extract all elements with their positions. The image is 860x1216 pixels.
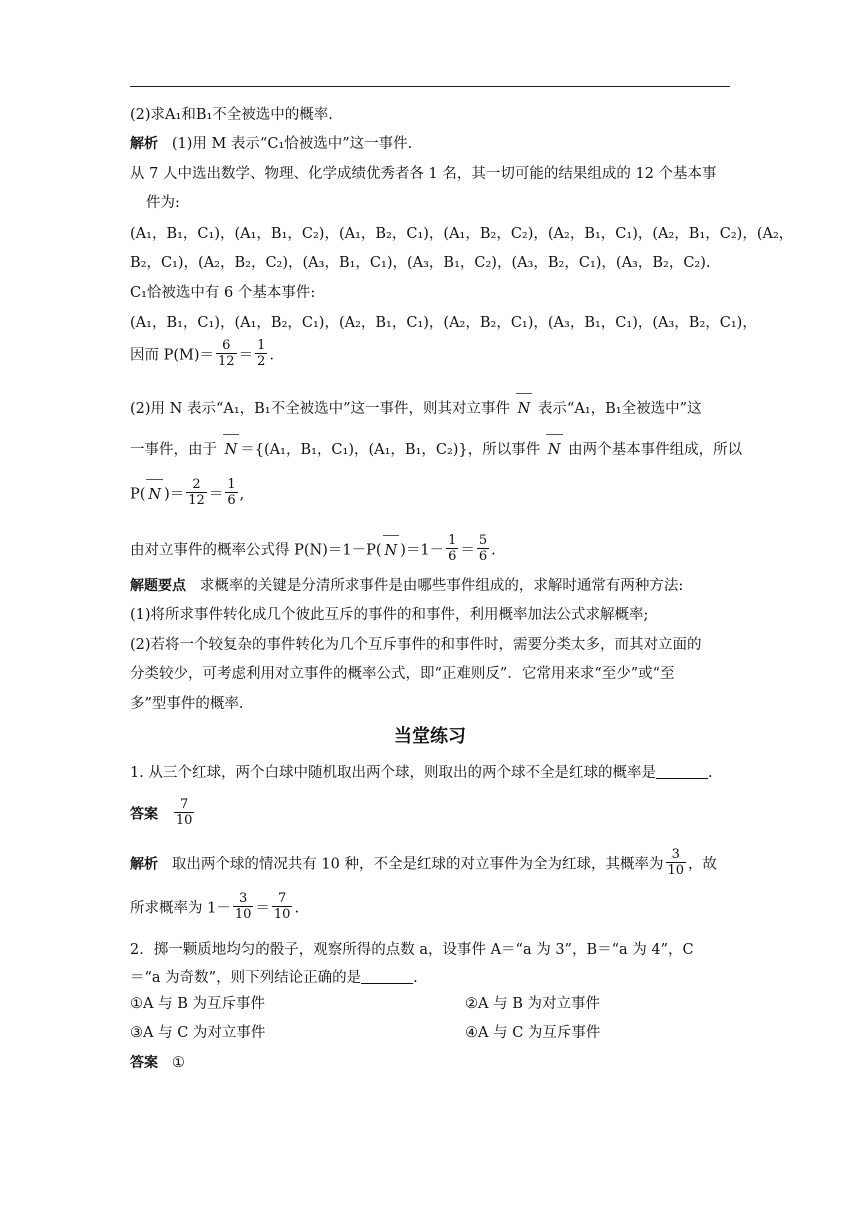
option-3: ③A 与 C 为对立事件 bbox=[130, 1025, 266, 1041]
fraction: $\frac{1}{6}$ bbox=[227, 477, 236, 508]
complement-n: N bbox=[515, 399, 534, 419]
fraction: $\frac{3}{10}$ bbox=[234, 891, 252, 922]
fraction: $\frac{3}{10}$ bbox=[667, 847, 685, 878]
fraction: $\frac{5}{6}$ bbox=[478, 533, 488, 564]
outcomes-line-3: (A₁，B₁，C₁)，(A₁，B₂，C₁)，(A₂，B₁，C₁)，(A₂，B₂，C₁)，(A₃，B₁，C₁)，(A₃，B₂，C₁)， bbox=[130, 315, 757, 331]
text-line: C₁恰被选中有 6 个基本事件: bbox=[130, 285, 316, 301]
answer-value: ① bbox=[171, 1055, 185, 1071]
analysis-q1-line-2: 所求概率为 1－ $\frac{3}{10}$ ＝ $\frac{7}{10}$ . bbox=[130, 891, 300, 922]
fraction: $\frac{7}{10}$ bbox=[175, 797, 193, 828]
text-line: 一事件，由于 bbox=[130, 442, 217, 458]
question-2-line-1: 2．掷一颗质地均匀的骰子，观察所得的点数 a，设事件 A＝“a 为 3”，B＝“a 为 4”，C bbox=[130, 942, 694, 958]
analysis-label: 解析 bbox=[130, 136, 158, 152]
result-line: 因而 P(M)＝ $\frac{6}{12}$ ＝ $\frac{1}{2}$ . bbox=[130, 338, 274, 369]
complement-n: N bbox=[545, 440, 564, 460]
text-line: 因而 P(M)＝ bbox=[130, 347, 215, 364]
option-4: ④A 与 C 为互斥事件 bbox=[465, 1025, 601, 1041]
part-2-line-3: P( N )＝ $\frac{2}{12}$ ＝ $\frac{1}{6}$ , bbox=[130, 477, 245, 508]
key-points-line: 解题要点 求概率的关键是分清所求事件是由哪些事件组成的，求解时通常有两种方法: bbox=[130, 578, 684, 594]
text-line: 件为: bbox=[146, 195, 180, 211]
analysis-line-1 bbox=[130, 134, 412, 154]
answer-blank bbox=[361, 969, 413, 984]
fraction: $\frac{7}{10}$ bbox=[273, 891, 291, 922]
analysis-label: 解析 bbox=[130, 856, 158, 873]
text-line: (2)求A₁和B₁不全被选中的概率. bbox=[130, 107, 333, 123]
text-line: 多”型事件的概率. bbox=[130, 696, 244, 712]
complement-n: N bbox=[145, 485, 164, 505]
part-2-line-4: 由对立事件的概率公式得 P(N)＝1－P( N )＝1－ $\frac{1}{6}$ ＝ $\frac{5}{6}$ . bbox=[130, 533, 496, 564]
header-rule bbox=[130, 86, 730, 87]
answer-label: 答案 bbox=[130, 806, 158, 823]
question-2-line bbox=[130, 105, 333, 125]
answer-blank bbox=[656, 764, 708, 779]
key-points-label: 解题要点 bbox=[130, 578, 186, 594]
answer-1 bbox=[130, 799, 196, 830]
text-line: (1)用 M 表示“C₁恰被选中”这一事件. bbox=[171, 136, 413, 152]
fraction: $\frac{1}{2}$ bbox=[257, 338, 266, 369]
option-2: ②A 与 B 为对立事件 bbox=[465, 996, 600, 1012]
complement-n: N bbox=[382, 541, 401, 561]
outcomes-line-2: B₂，C₁)，(A₂，B₂，C₂)，(A₃，B₁，C₁)，(A₃，B₁，C₂)，(A₃，B₂，C₁)，(A₃，B₂，C₂). bbox=[130, 255, 711, 271]
text-line: 表示“A₁，B₁全被选中”这 bbox=[537, 401, 702, 417]
option-1: ①A 与 B 为互斥事件 bbox=[130, 996, 265, 1012]
text-line: ＝{(A₁，B₁，C₁)，(A₁，B₁，C₂)}，所以事件 bbox=[240, 442, 541, 458]
text-line: (2)用 N 表示“A₁，B₁不全被选中”这一事件，则其对立事件 bbox=[130, 401, 511, 417]
fraction: $\frac{1}{6}$ bbox=[448, 533, 457, 564]
outcomes-line-1: (A₁，B₁，C₁)，(A₁，B₁，C₂)，(A₁，B₂，C₁)，(A₁，B₂，C₂)，(A₂，B₁，C₁)，(A₂，B₁，C₂)，(A₂， bbox=[130, 226, 794, 242]
part-2-line-1 bbox=[130, 399, 702, 419]
text-line: 从 7 人中选出数学、物理、化学成绩优秀者各 1 名，其一切可能的结果组成的 12 个基本事 bbox=[130, 166, 717, 182]
question-1: 1. 从三个红球，两个白球中随机取出两个球，则取出的两个球不全是红球的概率是 . bbox=[130, 765, 713, 781]
fraction: $\frac{2}{12}$ bbox=[188, 477, 205, 508]
section-title: 当堂练习 bbox=[394, 726, 466, 747]
part-2-line-2 bbox=[130, 440, 742, 460]
answer-label: 答案 bbox=[130, 1055, 158, 1071]
text-line: 分类较少，可考虑利用对立事件的概率公式，即“正难则反”．它常用来求“至少”或“至 bbox=[130, 666, 675, 682]
text-line: 由两个基本事件组成，所以 bbox=[568, 442, 743, 458]
question-2-line-2: ＝“a 为奇数”，则下列结论正确的是 . bbox=[130, 970, 418, 986]
answer-2 bbox=[130, 1053, 185, 1073]
text-line: (2)若将一个较复杂的事件转化为几个互斥事件的和事件时，需要分类太多，而其对立面的 bbox=[130, 637, 702, 653]
complement-n: N bbox=[222, 440, 241, 460]
analysis-q1-line-1: 解析 取出两个球的情况共有 10 种，不全是红球的对立事件为全为红球，其概率为 $\frac{3}{10}$ ，故 bbox=[130, 847, 718, 878]
text-line: (1)将所求事件转化成几个彼此互斥的事件的和事件，利用概率加法公式求解概率; bbox=[130, 607, 649, 623]
fraction: $\frac{6}{12}$ bbox=[218, 338, 235, 369]
